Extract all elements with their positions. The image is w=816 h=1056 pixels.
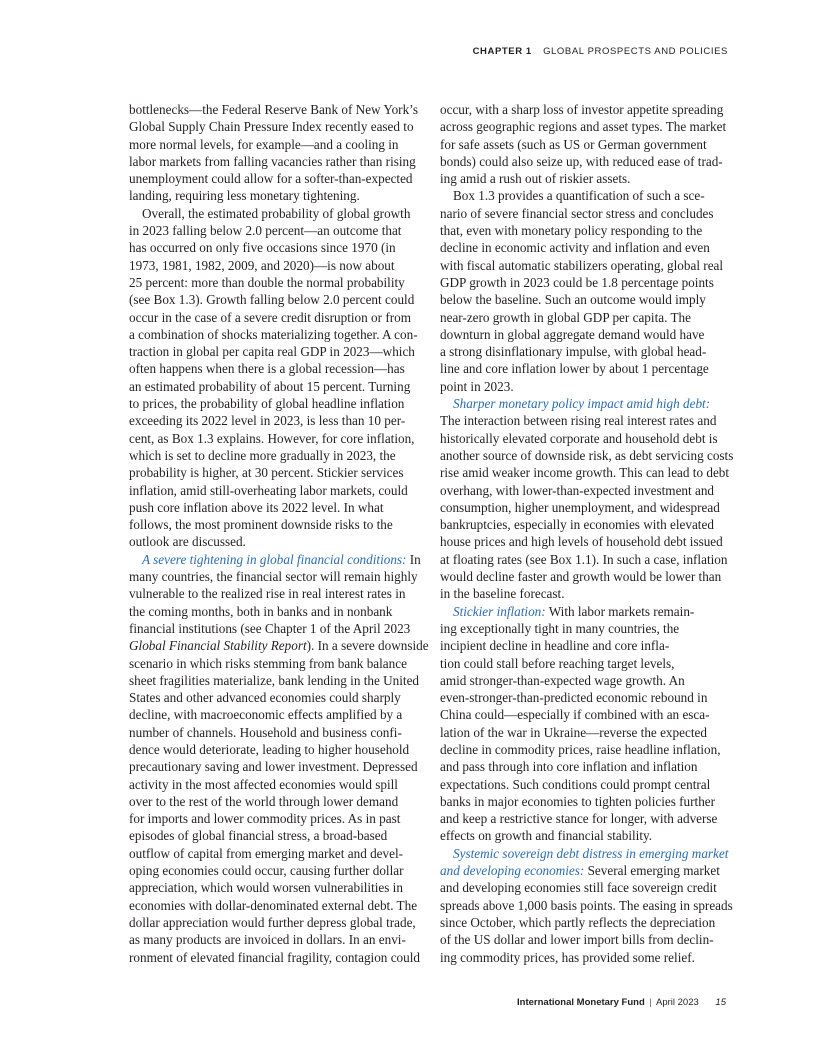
body-line: house prices and high levels of household debt issued [440,534,723,550]
body-line: in the baseline forecast. [440,586,565,602]
body-line: a combination of shocks materializing together. A con- [129,326,418,342]
body-line: incipient decline in headline and core infla- [440,638,670,654]
body-line: many countries, the financial sector will remain highly [129,569,418,585]
body-line: and developing economies still face sovereign credit [440,880,717,896]
body-line: vulnerable to the realized rise in real interest rates in [129,586,406,602]
publisher-name: International Monetary Fund [517,997,645,1008]
body-line: over to the rest of the world through lower demand [129,793,399,809]
paragraph-start [440,395,716,412]
paragraph-start [440,845,729,862]
paragraph-start [440,603,716,620]
body-line [129,637,429,654]
body-line: exceeding its 2022 level in 2023, is less than 10 per- [129,413,406,429]
chapter-title: GLOBAL PROSPECTS AND POLICIES [543,46,728,57]
body-line: 1973, 1981, 1982, 2009, and 2020)—is now about [129,257,395,273]
body-line: bottlenecks—the Federal Reserve Bank of New York’s [129,102,418,117]
body-line: financial institutions (see Chapter 1 of the April 2023 [129,620,411,636]
body-line: even-stronger-than-predicted economic rebound in [440,690,708,706]
body-line: lation of the war in Ukraine—reverse the expected [440,724,707,740]
body-line: downturn in global aggregate demand would have [440,326,705,342]
body-line: ing commodity prices, has provided some relief. [440,949,695,965]
body-line: historically elevated corporate and household debt is [440,430,718,446]
body-line: (see Box 1.3). Growth falling below 2.0 percent could [129,292,415,308]
body-line: decline, with macroeconomic effects amplified by a [129,707,403,723]
section-heading: Systemic sovereign debt distress in emerging market [453,845,729,861]
body-line: effects on growth and financial stability. [440,828,653,844]
body-line: bankruptcies, especially in economies with elevated [440,517,714,533]
body-line: more normal levels, for example—and a cooling in [129,136,399,152]
section-heading: Sharper monetary policy impact amid high debt: [453,396,711,412]
body-line: States and other advanced economies could sharply [129,690,401,706]
body-line: across geographic regions and asset types. The market [440,119,727,135]
body-line: inflation, amid still-overheating labor markets, could [129,482,408,498]
body-line [440,862,720,879]
body-text: In [409,551,421,567]
body-line: line and core inflation lower by about 1 percentage [440,361,709,377]
body-line: 25 percent: more than double the normal probability [129,274,405,290]
body-line: with fiscal automatic stabilizers operating, global real [440,257,724,273]
body-line: activity in the most affected economies would spill [129,776,398,792]
body-line: has occurred on only five occasions since 1970 (in [129,240,396,256]
body-line: expectations. Such conditions could prompt central [440,776,711,792]
body-line: number of channels. Household and business confi- [129,724,402,740]
body-line: push core inflation above its 2022 level. In what [129,499,384,515]
body-line: decline in commodity prices, raise headline inflation, [440,741,721,757]
page-number: 15 [715,997,726,1008]
body-line: outflow of capital from emerging market and devel- [129,845,404,861]
body-line: ing exceptionally tight in many countries, the [440,620,680,636]
body-line: that, even with monetary policy responding to the [440,223,703,239]
body-line: as many products are invoiced in dollars. In an envi- [129,932,406,948]
right-column [440,101,734,966]
body-line: ronment of elevated financial fragility, contagion could [129,949,420,965]
section-heading: A severe tightening in global financial conditions: [142,551,407,567]
body-line: China could—especially if combined with an esca- [440,707,710,723]
running-head [473,46,728,57]
left-column [129,101,429,966]
body-line: banks in major economies to tighten policies further [440,793,716,809]
body-line: nario of severe financial sector stress and concludes [440,205,714,221]
body-text: ). In a severe downside [306,638,429,654]
body-line: often happens when there is a global recession—has [129,361,405,377]
body-line: precautionary saving and lower investment. Depressed [129,759,418,775]
paragraph-start: Overall, the estimated probability of global growth [142,205,411,221]
body-line: labor markets from falling vacancies rather than rising [129,153,416,169]
body-line: tion could stall before reaching target levels, [440,655,675,671]
body-line: unemployment could allow for a softer-than-expected [129,171,413,187]
body-line: would decline faster and growth would be lower than [440,569,722,585]
body-line: amid stronger-than-expected wage growth. An [440,672,685,688]
body-line: overhang, with lower-than-expected investment and [440,482,715,498]
body-line: Global Supply Chain Pressure Index recently eased to [129,119,414,135]
body-line: near-zero growth in global GDP per capita. The [440,309,691,325]
body-line: to prices, the probability of global headline inflation [129,396,405,412]
body-text: Several emerging market [587,863,720,879]
body-line: consumption, higher unemployment, and widespread [440,499,720,515]
body-line: bonds) could also seize up, with reduced ease of trad- [440,153,723,169]
body-line: dollar appreciation would further depress global trade, [129,914,416,930]
body-line: cent, as Box 1.3 explains. However, for core inflation, [129,430,415,446]
body-text: With labor markets remain- [548,603,695,619]
body-line: a strong disinflationary impulse, with global head- [440,344,707,360]
section-heading: Stickier inflation: [453,603,546,619]
body-line: point in 2023. [440,378,514,394]
body-line: economies with dollar-denominated external debt. The [129,897,418,913]
body-line: dence would deteriorate, leading to higher household [129,741,410,757]
body-line: scenario in which risks stemming from bank balance [129,655,407,671]
body-line: occur, with a sharp loss of investor appetite spreading [440,102,724,117]
body-line: of the US dollar and lower import bills from declin- [440,932,714,948]
body-line: GDP growth in 2023 could be 1.8 percentage points [440,274,714,290]
body-line: follows, the most prominent downside risks to the [129,517,393,533]
body-line: episodes of global financial stress, a broad-based [129,828,388,844]
body-line: ing amid a rush out of riskier assets. [440,171,631,187]
body-line: appreciation, which would worsen vulnerabilities in [129,880,403,896]
body-line: sheet fragilities materialize, bank lending in the United [129,672,420,688]
body-line: decline in economic activity and inflation and even [440,240,710,256]
body-line: which is set to decline more gradually in 2023, the [129,447,396,463]
body-line: spreads above 1,000 basis points. The easing in spreads [440,897,733,913]
body-line: the coming months, both in banks and in nonbank [129,603,393,619]
body-line: another source of downside risk, as debt servicing costs [440,447,734,463]
body-line: an estimated probability of about 15 percent. Turning [129,378,411,394]
section-heading: and developing economies: [440,863,585,879]
body-line: occur in the case of a severe credit disruption or from [129,309,411,325]
body-line: probability is higher, at 30 percent. Stickier services [129,465,404,481]
paragraph-start [129,551,421,568]
body-line: landing, requiring less monetary tightening. [129,188,360,204]
body-line: at floating rates (see Box 1.1). In such a case, inflation [440,551,728,567]
report-title: Global Financial Stability Report [129,638,307,654]
footer-separator: | [649,997,652,1008]
body-line: for safe assets (such as US or German government [440,136,707,152]
body-line: and pass through into core inflation and inflation [440,759,698,775]
body-line: traction in global per capita real GDP in 2023—which [129,344,415,360]
body-line: rise amid weaker income growth. This can lead to debt [440,465,730,481]
body-line: below the baseline. Such an outcome would imply [440,292,706,308]
body-line: in 2023 falling below 2.0 percent—an outcome that [129,223,402,239]
body-line: oping economies could occur, causing further dollar [129,863,404,879]
body-line: and keep a restrictive stance for longer, with adverse [440,811,718,827]
body-line: since October, which partly reflects the depreciation [440,914,716,930]
chapter-label: CHAPTER 1 [472,46,532,57]
paragraph-start: Box 1.3 provides a quantification of such a sce- [453,188,705,204]
body-line: for imports and lower commodity prices. As in past [129,811,401,827]
page-footer [517,997,726,1008]
body-line: The interaction between rising real interest rates and [440,413,717,429]
body-line: outlook are discussed. [129,534,246,550]
publication-date: April 2023 [656,997,699,1008]
